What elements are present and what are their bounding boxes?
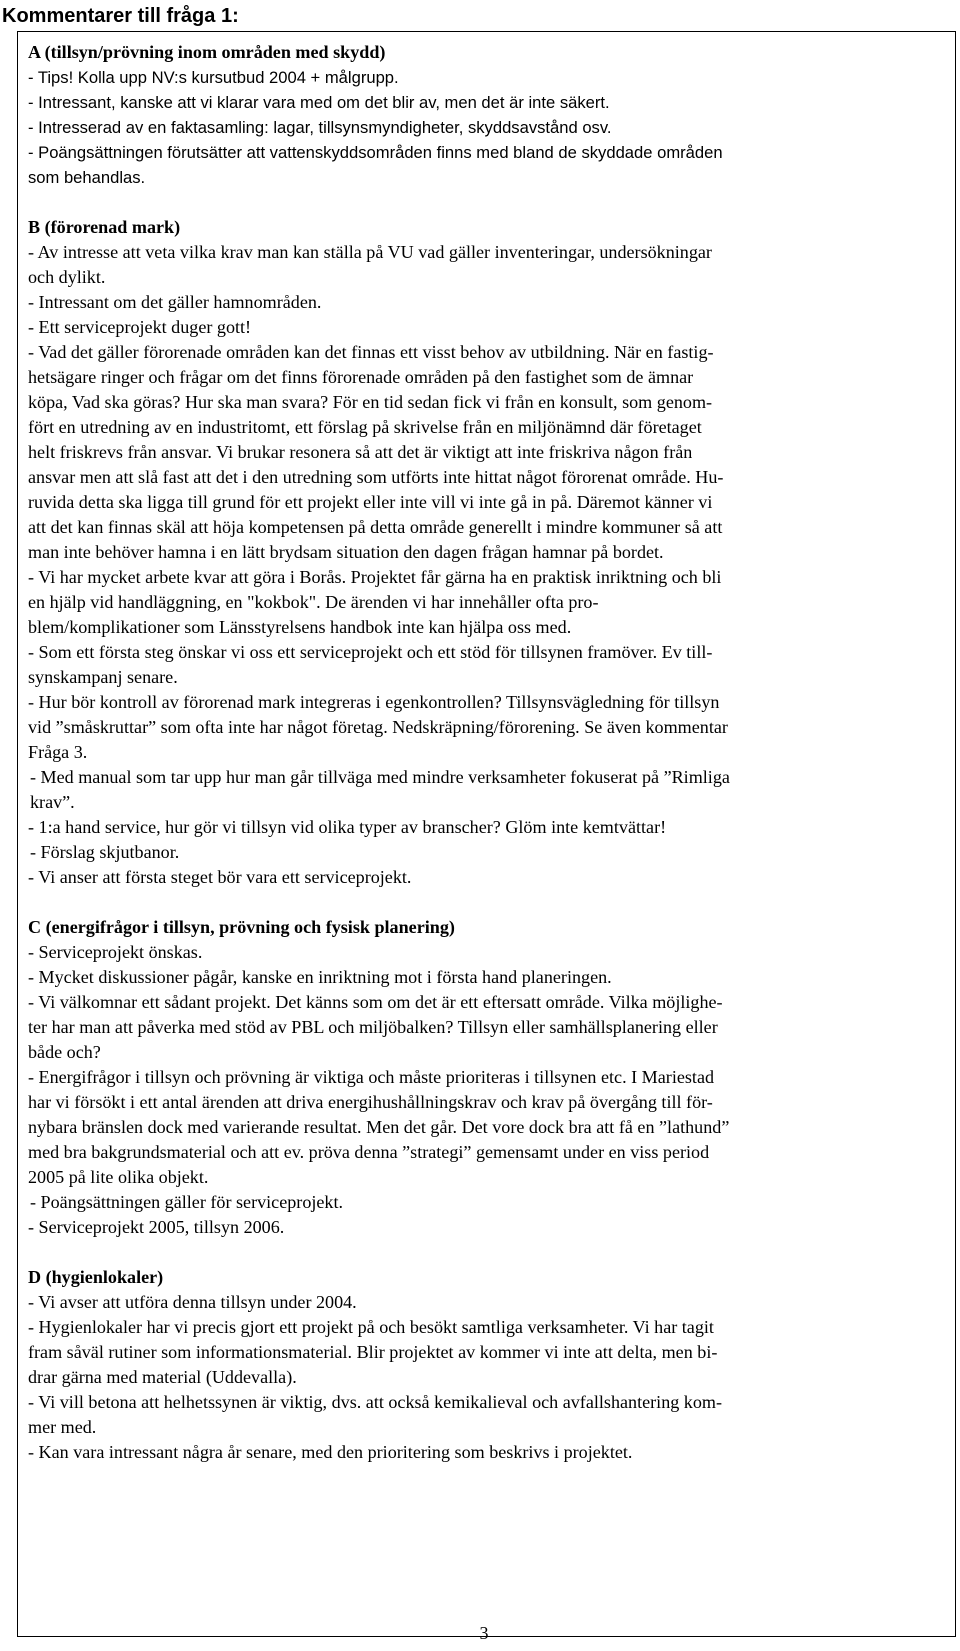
section-c-line: - Poängsättningen gäller för serviceprojekt. [30, 1192, 344, 1212]
spacer [28, 890, 943, 915]
section-c-line: - Serviceprojekt önskas. [28, 942, 203, 962]
section-b-line: - Förslag skjutbanor. [30, 842, 180, 862]
section-b-line: att det kan finnas skäl att höja kompetensen på detta område generellt i mindre kommuner så att [28, 517, 723, 537]
section-c-line: - Energifrågor i tillsyn och prövning är viktiga och måste prioriteras i tillsynen etc. I Mariestad [28, 1067, 715, 1087]
section-d-title: D (hygienlokaler) [28, 1267, 164, 1287]
section-b-line: hetsägare ringer och frågar om det finns förorenade områden på den fastighet som de ämnar [28, 367, 694, 387]
section-b-line: man inte behöver hamna i en lätt brydsam situation den dagen frågan hamnar på bordet. [28, 542, 664, 562]
section-c-line: med bra bakgrundsmaterial och att ev. pröva denna ”strategi” gemensamt under en viss period [28, 1142, 710, 1162]
section-b-line: synskampanj senare. [28, 667, 178, 687]
section-d-line: - Vi vill betona att helhetssynen är viktig, dvs. att också kemikalieval och avfallshantering kom- [28, 1392, 723, 1412]
section-b-line: - 1:a hand service, hur gör vi tillsyn vid olika typer av branscher? Glöm inte kemtvättar! [28, 817, 667, 837]
section-b-line: fört en utredning av en industritomt, ett förslag på skrivelse från en miljönämnd där företaget [28, 417, 702, 437]
section-b-line: en hjälp vid handläggning, en "kokbok". De ärenden vi har innehåller ofta pro- [28, 592, 599, 612]
section-d-line: - Kan vara intressant några år senare, med den prioritering som beskrivs i projektet. [28, 1442, 633, 1462]
section-b-line: - Vad det gäller förorenade områden kan det finnas ett visst behov av utbildning. När en fastig- [28, 342, 714, 362]
section-c-title: C (energifrågor i tillsyn, prövning och fysisk planering) [28, 917, 455, 937]
section-b-line: - Med manual som tar upp hur man går tillväga med mindre verksamheter fokuserat på ”Rimliga [30, 767, 730, 787]
section-c-line: ter har man att påverka med stöd av PBL och miljöbalken? Tillsyn eller samhällsplanering eller [28, 1017, 718, 1037]
section-d-line: mer med. [28, 1417, 97, 1437]
section-c-line: nybara bränslen dock med varierande resultat. Men det går. Det vore dock bra att få en ”lathund” [28, 1117, 730, 1137]
section-b-line: vid ”småskruttar” som ofta inte har något företag. Nedskräpning/förorening. Se även kommentar [28, 717, 728, 737]
section-b-line: blem/komplikationer som Länsstyrelsens handbok inte kan hjälpa oss med. [28, 617, 572, 637]
section-b-line: - Ett serviceprojekt duger gott! [28, 317, 252, 337]
section-b-line: ansvar men att slå fast att det i den utredning som utförts inte hittat något förorenat område. Hu- [28, 467, 724, 487]
section-c-line: - Vi välkomnar ett sådant projekt. Det känns som om det är ett eftersatt område. Vilka möjlighe- [28, 992, 723, 1012]
section-c-line: har vi försökt i ett antal ärenden att driva energihushållningskrav och krav på övergång till för- [28, 1092, 713, 1112]
section-c-line: - Mycket diskussioner pågår, kanske en inriktning mot i första hand planeringen. [28, 967, 612, 987]
section-d-line: drar gärna med material (Uddevalla). [28, 1367, 297, 1387]
section-a-line: - Tips! Kolla upp NV:s kursutbud 2004 + målgrupp. [28, 68, 399, 87]
section-d-line: - Hygienlokaler har vi precis gjort ett projekt på och besökt samtliga verksamheter. Vi har tagit [28, 1317, 714, 1337]
section-c-line: 2005 på lite olika objekt. [28, 1167, 209, 1187]
section-b-line: - Som ett första steg önskar vi oss ett serviceprojekt och ett stöd för tillsynen framöver. Ev till- [28, 642, 713, 662]
section-a-line: - Intresserad av en faktasamling: lagar, tillsynsmyndigheter, skyddsavstånd osv. [28, 118, 612, 137]
page-number: 3 [479, 1623, 489, 1643]
section-c-line: både och? [28, 1042, 101, 1062]
section-b-line: och dylikt. [28, 267, 106, 287]
section-a-line: som behandlas. [28, 168, 146, 187]
section-b-line: krav”. [30, 792, 75, 812]
comments-box [17, 31, 956, 1637]
section-b-title: B (förorenad mark) [28, 217, 181, 237]
page-heading: Kommentarer till fråga 1: [2, 5, 239, 27]
comments-content [28, 40, 943, 1465]
section-d-line: fram såväl rutiner som informationsmaterial. Blir projektet av kommer vi inte att delta, men bi- [28, 1342, 718, 1362]
section-b-line: - Vi anser att första steget bör vara ett serviceprojekt. [28, 867, 412, 887]
section-b-line: - Vi har mycket arbete kvar att göra i Borås. Projektet får gärna ha en praktisk inriktning och bli [28, 567, 722, 587]
section-b-line: helt friskrevs från ansvar. Vi brukar resonera så att det är viktigt att inte friskriva någon från [28, 442, 693, 462]
spacer [28, 1240, 943, 1265]
section-a-line: - Poängsättningen förutsätter att vattenskyddsområden finns med bland de skyddade områden [28, 143, 723, 162]
section-c-line: - Serviceprojekt 2005, tillsyn 2006. [28, 1217, 285, 1237]
section-d-line: - Vi avser att utföra denna tillsyn under 2004. [28, 1292, 357, 1312]
section-b-line: köpa, Vad ska göras? Hur ska man svara? För en tid sedan fick vi från en konsult, som genom- [28, 392, 713, 412]
section-b-line: - Hur bör kontroll av förorenad mark integreras i egenkontrollen? Tillsynsvägledning för tillsyn [28, 692, 720, 712]
section-b-line: - Intressant om det gäller hamnområden. [28, 292, 322, 312]
spacer [28, 190, 943, 215]
section-b-line: ruvida detta ska ligga till grund för ett projekt eller inte vill vi inte gå in på. Däremot känner vi [28, 492, 713, 512]
section-b-line: Fråga 3. [28, 742, 88, 762]
section-a-title: A (tillsyn/prövning inom områden med skydd) [28, 42, 386, 62]
section-b-line: - Av intresse att veta vilka krav man kan ställa på VU vad gäller inventeringar, undersökningar [28, 242, 712, 262]
section-a-line: - Intressant, kanske att vi klarar vara med om det blir av, men det är inte säkert. [28, 93, 610, 112]
